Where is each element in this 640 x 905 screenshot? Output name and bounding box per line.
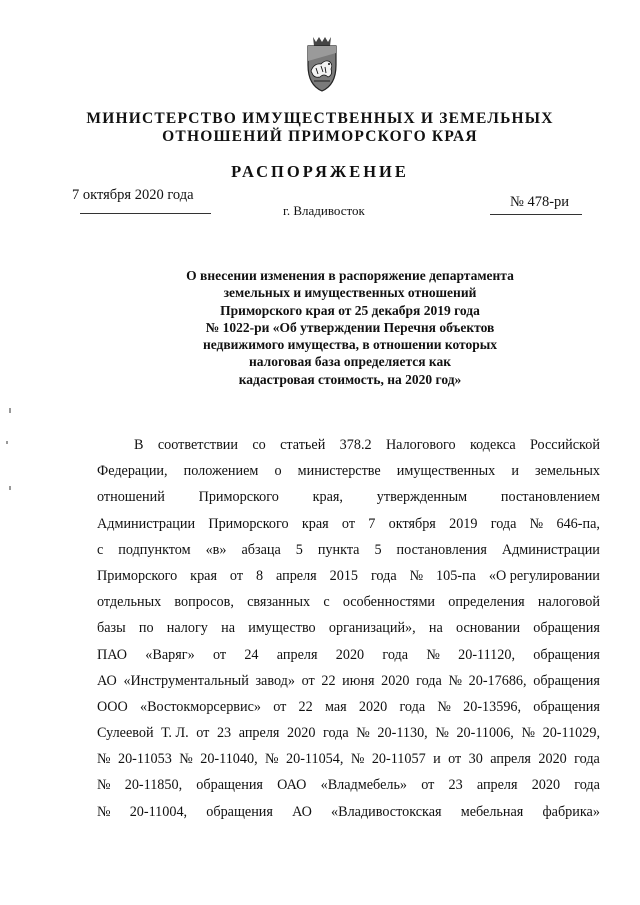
body-word: края bbox=[190, 567, 217, 584]
body-word: 20-11004, bbox=[129, 803, 188, 820]
body-word: от bbox=[448, 751, 462, 768]
body-word: 646-па, bbox=[556, 515, 600, 532]
body-word: 20-11850, bbox=[124, 777, 183, 794]
body-word: ОАО bbox=[277, 777, 307, 794]
body-word: 2020 bbox=[358, 698, 388, 715]
body-word: с bbox=[323, 594, 330, 611]
body-line bbox=[97, 772, 600, 798]
body-word: года bbox=[370, 567, 397, 584]
body-word: апреля bbox=[476, 777, 518, 794]
body-word: налоговой bbox=[537, 594, 600, 611]
body-word: завод» bbox=[255, 672, 295, 689]
body-word: абзаца bbox=[241, 541, 281, 558]
body-word: «Инструментальный bbox=[123, 672, 249, 689]
body-word: пункта bbox=[317, 541, 360, 558]
body-word: В bbox=[134, 437, 144, 453]
body-word: № bbox=[97, 777, 111, 794]
body-word: на bbox=[428, 620, 443, 637]
body-word: особенностями bbox=[342, 594, 436, 611]
body-word: определения bbox=[448, 594, 525, 611]
body-word: «в» bbox=[205, 541, 227, 558]
body-word: министерстве bbox=[297, 463, 381, 480]
body-word: апреля bbox=[238, 725, 280, 742]
body-word: обращения bbox=[533, 672, 600, 689]
body-word: о bbox=[274, 463, 282, 480]
body-word: Приморского bbox=[198, 489, 279, 506]
body-word: «Варяг» bbox=[145, 646, 195, 663]
body-line bbox=[97, 668, 600, 694]
body-word: года bbox=[574, 777, 600, 794]
body-word: № bbox=[448, 672, 462, 689]
body-word: июня bbox=[342, 672, 375, 689]
body-word: имущество bbox=[248, 620, 316, 637]
subject-line: земельных и имущественных отношений bbox=[223, 285, 477, 301]
body-word: октября bbox=[388, 515, 436, 532]
body-word: обращения bbox=[533, 646, 600, 663]
body-word: подпунктом bbox=[118, 541, 191, 558]
body-word: 2019 bbox=[449, 515, 478, 532]
body-word: имущественных bbox=[396, 463, 496, 480]
body-word: постановления bbox=[396, 541, 487, 558]
body-word: 20-11053 bbox=[117, 751, 172, 768]
ministry-name-line1: МИНИСТЕРСТВО ИМУЩЕСТВЕННЫХ И ЗЕМЕЛЬНЫХ bbox=[86, 110, 554, 127]
subject-line: № 1022-ри «Об утверждении Перечня объектов bbox=[205, 319, 495, 335]
body-word: «Владивостокская bbox=[331, 803, 442, 820]
body-word: организаций», bbox=[328, 620, 416, 637]
subject-line: Приморского края от 25 декабря 2019 года bbox=[220, 302, 480, 318]
body-line bbox=[97, 432, 600, 458]
body-word: № bbox=[435, 725, 449, 742]
body-word: мая bbox=[324, 698, 347, 715]
body-word: связанных bbox=[247, 594, 311, 611]
body-word: вопросов, bbox=[174, 594, 234, 611]
document-subject bbox=[160, 267, 540, 388]
body-word: № bbox=[179, 751, 193, 768]
body-line bbox=[97, 746, 600, 772]
body-word: отдельных bbox=[97, 594, 162, 611]
subject-line: налоговая база определяется как bbox=[248, 354, 452, 370]
body-word: ООО bbox=[97, 698, 128, 715]
body-word: Администрации bbox=[97, 515, 196, 532]
body-word: основании bbox=[456, 620, 521, 637]
body-word: 22 bbox=[321, 672, 336, 689]
body-word: АО bbox=[292, 803, 312, 820]
body-word: № bbox=[426, 646, 440, 663]
body-word: Приморского bbox=[208, 515, 289, 532]
body-word: Сулеевой bbox=[97, 725, 154, 742]
body-word: «О регулировании bbox=[488, 567, 600, 584]
body-word: обращения bbox=[196, 777, 263, 794]
body-line bbox=[97, 720, 600, 746]
body-word: № bbox=[350, 751, 365, 768]
body-word: 20-17686, bbox=[468, 672, 527, 689]
subject-line: недвижимого имущества, в отношении которых bbox=[202, 337, 498, 353]
ministry-name-line2: ОТНОШЕНИЙ ПРИМОРСКОГО КРАЯ bbox=[162, 128, 478, 145]
margin-mark bbox=[9, 486, 11, 490]
body-word: года bbox=[399, 698, 426, 715]
body-word: налогу bbox=[166, 620, 208, 637]
body-word: 30 bbox=[468, 751, 483, 768]
document-number: № 478-ри bbox=[510, 194, 570, 210]
body-paragraph bbox=[97, 432, 600, 825]
body-word: 24 bbox=[244, 646, 259, 663]
subject-line: О внесении изменения в распоряжение департамента bbox=[186, 268, 514, 283]
body-word: апреля bbox=[490, 751, 531, 768]
body-word: апреля bbox=[276, 646, 318, 663]
body-word: и bbox=[511, 463, 519, 480]
body-word: 7 bbox=[368, 515, 376, 532]
body-word: № bbox=[97, 751, 111, 768]
body-word: 22 bbox=[298, 698, 313, 715]
body-word: «Владмебель» bbox=[320, 777, 408, 794]
body-word: 20-11040, bbox=[200, 751, 258, 768]
document-type-title: РАСПОРЯЖЕНИЕ bbox=[231, 162, 409, 181]
body-word: № bbox=[437, 698, 451, 715]
body-word: обращения bbox=[533, 620, 600, 637]
body-word: № bbox=[521, 725, 535, 742]
body-word: края, bbox=[312, 489, 343, 506]
body-word: от bbox=[421, 777, 435, 794]
body-word: года bbox=[323, 725, 349, 742]
body-word: соответствии bbox=[157, 437, 238, 453]
body-word: от bbox=[212, 646, 227, 663]
coat-of-arms-tiger-icon bbox=[302, 33, 342, 93]
body-word: 23 bbox=[216, 725, 232, 742]
body-word: № bbox=[97, 803, 111, 820]
body-word: 2020 bbox=[538, 751, 567, 768]
body-word: по bbox=[138, 620, 154, 637]
body-word: 2020 bbox=[335, 646, 365, 663]
body-word: года bbox=[416, 672, 442, 689]
body-word: 2015 bbox=[329, 567, 359, 584]
body-word: АО bbox=[97, 672, 117, 689]
body-word: Администрации bbox=[501, 541, 600, 558]
body-word: № bbox=[265, 751, 279, 768]
body-word: 5 bbox=[295, 541, 303, 558]
body-line bbox=[97, 563, 600, 589]
body-word: 20-11006, bbox=[456, 725, 514, 742]
body-line bbox=[97, 484, 600, 510]
body-word: 105-па bbox=[436, 567, 476, 584]
body-word: 20-1130, bbox=[377, 725, 428, 742]
body-word: от bbox=[229, 567, 244, 584]
date-underline bbox=[80, 213, 211, 214]
body-word: апреля bbox=[276, 567, 317, 584]
body-word: 5 bbox=[374, 541, 382, 558]
body-word: 2020 bbox=[287, 725, 316, 742]
body-word: на bbox=[221, 620, 235, 637]
body-line bbox=[97, 694, 600, 720]
body-word: 8 bbox=[255, 567, 264, 584]
body-word: «Востокморсервис» bbox=[139, 698, 261, 715]
body-word: со bbox=[252, 437, 266, 453]
body-line bbox=[97, 458, 600, 484]
body-word: обращения bbox=[206, 803, 273, 820]
body-word: от bbox=[301, 672, 315, 689]
margin-mark bbox=[6, 441, 8, 444]
body-word: и bbox=[433, 751, 441, 768]
body-line bbox=[97, 615, 600, 641]
body-word: Т. Л. bbox=[161, 725, 189, 742]
body-word: № bbox=[356, 725, 370, 742]
body-word: 2020 bbox=[381, 672, 410, 689]
body-word: постановлением bbox=[500, 489, 600, 506]
body-word: мебельная bbox=[460, 803, 524, 820]
body-word: 23 bbox=[448, 777, 463, 794]
body-word: края bbox=[301, 515, 329, 532]
body-word: земельных bbox=[535, 463, 600, 480]
body-word: 2020 bbox=[531, 777, 561, 794]
body-word: 20-11054, bbox=[286, 751, 344, 768]
number-underline bbox=[490, 214, 582, 215]
body-word: Российской bbox=[530, 437, 600, 453]
body-word: № bbox=[529, 515, 544, 532]
body-line bbox=[97, 589, 600, 615]
body-word: года bbox=[574, 751, 600, 768]
body-word: статьей bbox=[280, 437, 326, 453]
body-word: базы bbox=[97, 620, 126, 637]
body-word: 20-11120, bbox=[458, 646, 516, 663]
body-line bbox=[97, 537, 600, 563]
body-word: ПАО bbox=[97, 646, 128, 663]
body-word: № bbox=[409, 567, 424, 584]
body-line bbox=[97, 799, 600, 825]
body-word: года bbox=[490, 515, 517, 532]
document-date: 7 октября 2020 года bbox=[72, 187, 194, 203]
body-word: 20-13596, bbox=[463, 698, 522, 715]
body-word: отношений bbox=[97, 489, 165, 506]
body-word: 20-11029, bbox=[542, 725, 600, 742]
body-word: от bbox=[196, 725, 210, 742]
body-word: обращения bbox=[533, 698, 600, 715]
body-word: положением bbox=[183, 463, 259, 480]
body-word: 378.2 bbox=[339, 437, 372, 453]
body-word: кодекса bbox=[469, 437, 516, 453]
body-word: фабрика» bbox=[542, 803, 600, 820]
body-line bbox=[97, 511, 600, 537]
margin-mark bbox=[9, 408, 11, 413]
body-word: от bbox=[273, 698, 287, 715]
body-line bbox=[97, 642, 600, 668]
body-word: Налогового bbox=[385, 437, 456, 453]
document-city: г. Владивосток bbox=[283, 203, 365, 218]
body-word: Федерации, bbox=[97, 463, 168, 480]
body-word: утвержденным bbox=[376, 489, 468, 506]
body-word: от bbox=[341, 515, 356, 532]
body-word: с bbox=[97, 541, 104, 558]
body-word: Приморского bbox=[97, 567, 178, 584]
body-word: года bbox=[382, 646, 409, 663]
body-word: 20-11057 bbox=[371, 751, 426, 768]
subject-line: кадастровая стоимость, на 2020 год» bbox=[238, 371, 462, 387]
